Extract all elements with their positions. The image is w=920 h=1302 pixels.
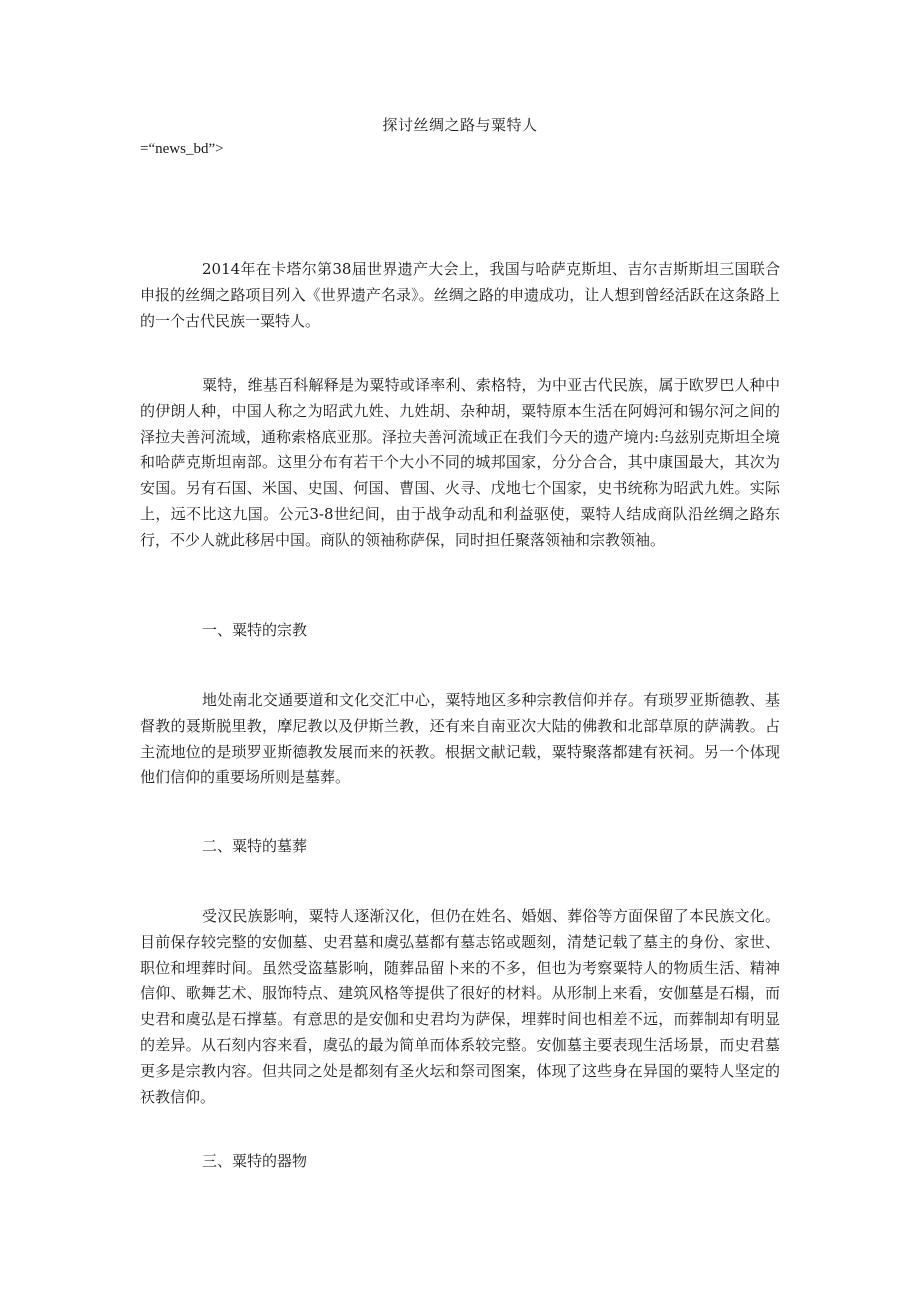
paragraph-religion: 地处南北交通要道和文化交汇中心，粟特地区多种宗教信仰并存。有琐罗亚斯德教、基督教的聂斯脱里教，摩尼教以及伊斯兰教，还有来自南亚次大陆的佛教和北部草原的萨满教。占主流地位的是琐罗亚斯德教发展而来的祆教。根据文献记载，粟特聚落都建有祆祠。另一个体现他们信仰的重要场所则是墓葬。: [140, 691, 780, 787]
paragraph-tombs: 受汉民族影响，粟特人逐渐汉化，但仍在姓名、婚姻、葬俗等方面保留了本民族文化。目前保存较完整的安伽墓、史君墓和虞弘墓都有墓志铭或题刻，清楚记载了墓主的身份、家世、职位和埋葬时间。虽然受盗墓影响，随葬品留卜来的不多，但也为考察粟特人的物质生活、精神信仰、歌舞艺术、服饰特点、建筑风格等提供了很好的材料。从形制上来看，安伽墓是石榻，而史君和虞弘是石撑墓。有意思的是安伽和史君均为萨保，埋葬时间也相差不远，而葬制却有明显的差异。从石刻内容来看，虞弘的最为简单而体系较完整。安伽墓主要表现生活场景，而史君墓更多是宗教内容。但共同之处是都刻有圣火坛和祭司图案，体现了这些身在异国的粟特人坚定的祆教信仰。: [140, 907, 780, 1106]
stray-markup-text: =“news_bd”>: [140, 141, 224, 157]
section-heading-artifacts: 三、粟特的器物: [202, 1152, 308, 1170]
paragraph-intro: 2014年在卡塔尔第38届世界遗产大会上，我国与哈萨克斯坦、吉尔吉斯斯坦三国联合申报的丝绸之路项目列入《世界遗产名录》。丝绸之路的申遗成功，让人想到曾经活跃在这条路上的一个古代民族一粟特人。: [140, 260, 780, 330]
section-heading-religion: 一、粟特的宗教: [202, 621, 308, 639]
paragraph-sogdian-definition: 粟特，维基百科解释是为粟特或译率利、索格特，为中亚古代民族，属于欧罗巴人种中的伊朗人种，中国人称之为昭武九姓、九姓胡、杂种胡，粟特原本生活在阿姆河和锡尔河之间的泽拉夫善河流域，通称索格底亚那。泽拉夫善河流域正在我们今天的遗产境内:乌兹别克斯坦全境和哈萨克斯坦南部。这里分布有若干个大小不同的城邦国家，分分合合，其中康国最大，其次为安国。另有石国、米国、史国、何国、曹国、火寻、戊地七个国家，史书统称为昭武九姓。实际上，远不比这九国。公元3-8世纪间，由于战争动乱和利益驱使，粟特人结成商队沿丝绸之路东行，不少人就此移居中国。商队的领袖称萨保，同时担任聚落领袖和宗教领袖。: [140, 376, 780, 549]
document-title: 探讨丝绸之路与粟特人: [382, 116, 538, 134]
section-heading-tombs: 二、粟特的墓葬: [202, 837, 308, 855]
